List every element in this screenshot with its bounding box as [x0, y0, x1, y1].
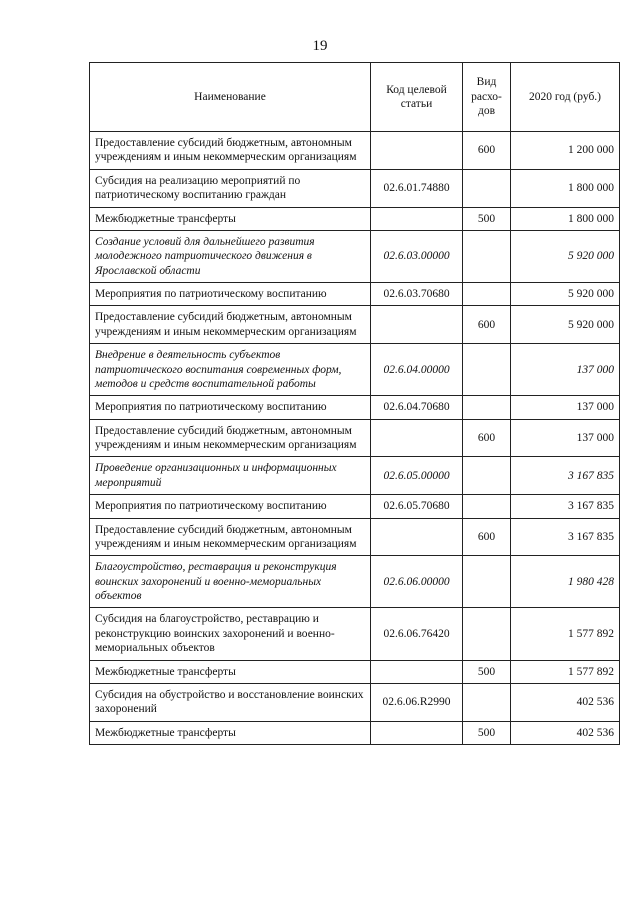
table-row: [90, 344, 620, 396]
table-row: [90, 518, 620, 556]
cell-name: Мероприятия по патриотическому воспитанию: [90, 396, 371, 419]
cell-kind: 500: [463, 721, 511, 744]
cell-amount: 3 167 835: [511, 457, 620, 495]
cell-kind: [463, 556, 511, 608]
cell-name: Предоставление субсидий бюджетным, автономным учреждениям и иным некоммерческим организациям: [90, 132, 371, 170]
table-row: [90, 306, 620, 344]
table-row: [90, 495, 620, 518]
cell-amount: 1 800 000: [511, 207, 620, 230]
cell-kind: 600: [463, 306, 511, 344]
cell-code: 02.6.01.74880: [371, 169, 463, 207]
table-row: [90, 457, 620, 495]
cell-amount: 1 980 428: [511, 556, 620, 608]
table-row: [90, 396, 620, 419]
cell-kind: [463, 344, 511, 396]
table-row: [90, 608, 620, 660]
header-code: Код целевой статьи: [371, 63, 463, 132]
cell-name: Предоставление субсидий бюджетным, автономным учреждениям и иным некоммерческим организациям: [90, 518, 371, 556]
cell-kind: 600: [463, 518, 511, 556]
table-row: [90, 132, 620, 170]
table-row: [90, 230, 620, 282]
table-row: [90, 683, 620, 721]
cell-amount: 1 577 892: [511, 608, 620, 660]
cell-code: 02.6.06.R2990: [371, 683, 463, 721]
cell-code: 02.6.05.70680: [371, 495, 463, 518]
cell-amount: 1 800 000: [511, 169, 620, 207]
table-row: [90, 419, 620, 457]
cell-name: Благоустройство, реставрация и реконструкция воинских захоронений и военно-мемориальных объектов: [90, 556, 371, 608]
cell-code: 02.6.06.76420: [371, 608, 463, 660]
cell-name: Внедрение в деятельность субъектов патриотического воспитания современных форм, методов и средств воспитательной работы: [90, 344, 371, 396]
cell-amount: 402 536: [511, 683, 620, 721]
cell-code: 02.6.03.70680: [371, 283, 463, 306]
cell-name: Субсидия на благоустройство, реставрацию и реконструкцию воинских захоронений и военно-мемориальных объектов: [90, 608, 371, 660]
cell-amount: 5 920 000: [511, 306, 620, 344]
cell-kind: 500: [463, 207, 511, 230]
cell-name: Межбюджетные трансферты: [90, 721, 371, 744]
header-name: Наименование: [90, 63, 371, 132]
cell-kind: [463, 495, 511, 518]
cell-kind: 600: [463, 132, 511, 170]
cell-code: 02.6.06.00000: [371, 556, 463, 608]
cell-name: Межбюджетные трансферты: [90, 207, 371, 230]
cell-name: Мероприятия по патриотическому воспитанию: [90, 283, 371, 306]
budget-table: [89, 62, 620, 745]
cell-amount: 137 000: [511, 396, 620, 419]
cell-amount: 137 000: [511, 344, 620, 396]
table-header-row: [90, 63, 620, 132]
page-number: 19: [312, 38, 328, 54]
cell-amount: 137 000: [511, 419, 620, 457]
table-row: [90, 721, 620, 744]
cell-code: [371, 660, 463, 683]
header-kind: Вид расхо-дов: [463, 63, 511, 132]
cell-kind: [463, 230, 511, 282]
table-row: [90, 660, 620, 683]
cell-code: [371, 518, 463, 556]
table-row: [90, 556, 620, 608]
table-row: [90, 207, 620, 230]
cell-code: [371, 306, 463, 344]
cell-amount: 402 536: [511, 721, 620, 744]
cell-name: Создание условий для дальнейшего развития молодежного патриотического движения в Ярославской области: [90, 230, 371, 282]
cell-code: [371, 207, 463, 230]
cell-amount: 1 200 000: [511, 132, 620, 170]
cell-kind: [463, 396, 511, 419]
cell-amount: 5 920 000: [511, 230, 620, 282]
cell-name: Предоставление субсидий бюджетным, автономным учреждениям и иным некоммерческим организациям: [90, 419, 371, 457]
cell-amount: 1 577 892: [511, 660, 620, 683]
table-row: [90, 283, 620, 306]
cell-kind: 500: [463, 660, 511, 683]
cell-kind: [463, 608, 511, 660]
cell-amount: 3 167 835: [511, 518, 620, 556]
cell-code: [371, 721, 463, 744]
cell-name: Предоставление субсидий бюджетным, автономным учреждениям и иным некоммерческим организациям: [90, 306, 371, 344]
cell-code: 02.6.04.70680: [371, 396, 463, 419]
cell-amount: 3 167 835: [511, 495, 620, 518]
cell-code: 02.6.05.00000: [371, 457, 463, 495]
cell-name: Проведение организационных и информационных мероприятий: [90, 457, 371, 495]
cell-name: Межбюджетные трансферты: [90, 660, 371, 683]
cell-kind: 600: [463, 419, 511, 457]
header-amount: 2020 год (руб.): [511, 63, 620, 132]
cell-name: Субсидия на реализацию мероприятий по патриотическому воспитанию граждан: [90, 169, 371, 207]
cell-code: 02.6.04.00000: [371, 344, 463, 396]
cell-name: Субсидия на обустройство и восстановление воинских захоронений: [90, 683, 371, 721]
cell-kind: [463, 683, 511, 721]
cell-kind: [463, 169, 511, 207]
cell-code: [371, 419, 463, 457]
cell-code: [371, 132, 463, 170]
cell-kind: [463, 457, 511, 495]
cell-name: Мероприятия по патриотическому воспитанию: [90, 495, 371, 518]
table-body: [90, 132, 620, 745]
cell-amount: 5 920 000: [511, 283, 620, 306]
table-row: [90, 169, 620, 207]
cell-kind: [463, 283, 511, 306]
cell-code: 02.6.03.00000: [371, 230, 463, 282]
